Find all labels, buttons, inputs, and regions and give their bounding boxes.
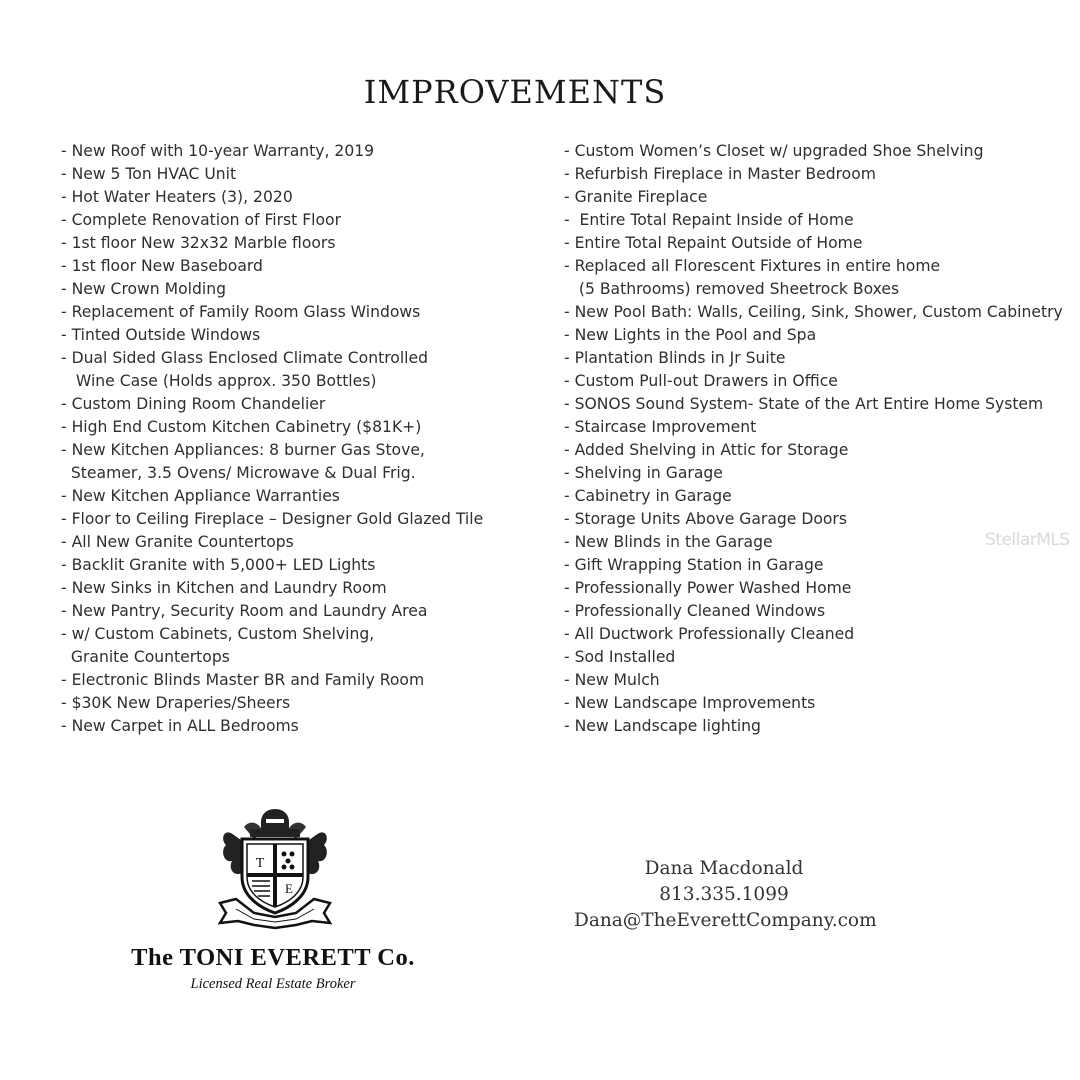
list-item: - Plantation Blinds in Jr Suite [564, 349, 786, 367]
contact-name: Dana Macdonald [644, 858, 804, 879]
crest-logo-icon [214, 805, 336, 930]
list-item: - Custom Pull-out Drawers in Office [564, 372, 838, 390]
list-item: - New Landscape Improvements [564, 694, 816, 712]
list-item: - Backlit Granite with 5,000+ LED Lights [61, 556, 376, 574]
list-item: - Entire Total Repaint Outside of Home [564, 234, 863, 252]
list-item: - Tinted Outside Windows [61, 326, 261, 344]
list-item: - 1st floor New 32x32 Marble floors [61, 234, 336, 252]
list-item: - New Roof with 10-year Warranty, 2019 [61, 142, 375, 160]
list-item: - Dual Sided Glass Enclosed Climate Controlled [61, 349, 428, 367]
list-item: - Granite Fireplace [564, 188, 708, 206]
list-item: - Electronic Blinds Master BR and Family Room [61, 671, 425, 689]
list-item: - Entire Total Repaint Inside of Home [564, 211, 854, 229]
list-item: - Storage Units Above Garage Doors [564, 510, 847, 528]
list-item: - Replacement of Family Room Glass Windows [61, 303, 421, 321]
list-item: - New Kitchen Appliance Warranties [61, 487, 340, 505]
list-item: - Professionally Power Washed Home [564, 579, 852, 597]
contact-email[interactable]: Dana@TheEverettCompany.com [574, 910, 877, 931]
list-item: - All Ductwork Professionally Cleaned [564, 625, 855, 643]
list-item: - Floor to Ceiling Fireplace – Designer Gold Glazed Tile [61, 510, 484, 528]
list-item: - New Sinks in Kitchen and Laundry Room [61, 579, 387, 597]
company-name: The TONI EVERETT Co. [131, 944, 415, 971]
contact-block [574, 856, 877, 934]
company-subtitle: Licensed Real Estate Broker [190, 976, 356, 992]
watermark: StellarMLS [985, 530, 1070, 550]
list-item: - Added Shelving in Attic for Storage [564, 441, 849, 459]
list-item: - Sod Installed [564, 648, 676, 666]
list-item: - Shelving in Garage [564, 464, 723, 482]
list-item: - New Mulch [564, 671, 660, 689]
list-item: - SONOS Sound System- State of the Art Entire Home System [564, 395, 1044, 413]
list-item: Steamer, 3.5 Ovens/ Microwave & Dual Frig. [61, 464, 416, 482]
list-item: - Replaced all Florescent Fixtures in entire home [564, 257, 941, 275]
contact-phone: 813.335.1099 [659, 884, 789, 905]
list-item: - $30K New Draperies/Sheers [61, 694, 291, 712]
list-item: Wine Case (Holds approx. 350 Bottles) [61, 372, 377, 390]
list-item: - New 5 Ton HVAC Unit [61, 165, 237, 183]
list-item: - New Pantry, Security Room and Laundry Area [61, 602, 428, 620]
list-item: - All New Granite Countertops [61, 533, 294, 551]
list-item: - New Carpet in ALL Bedrooms [61, 717, 299, 735]
list-item: - w/ Custom Cabinets, Custom Shelving, [61, 625, 375, 643]
list-item: - Professionally Cleaned Windows [564, 602, 826, 620]
list-item: - New Kitchen Appliances: 8 burner Gas Stove, [61, 441, 425, 459]
list-item: Granite Countertops [61, 648, 230, 666]
list-item: - Complete Renovation of First Floor [61, 211, 342, 229]
svg-text:T: T [255, 856, 265, 871]
improvements-list-right [564, 140, 1063, 738]
list-item: - New Landscape lighting [564, 717, 761, 735]
list-item: - Cabinetry in Garage [564, 487, 732, 505]
svg-text:E: E [285, 881, 293, 896]
list-item: - Custom Dining Room Chandelier [61, 395, 326, 413]
list-item: - 1st floor New Baseboard [61, 257, 263, 275]
list-item: - New Blinds in the Garage [564, 533, 773, 551]
list-item: - New Crown Molding [61, 280, 226, 298]
improvements-list-left [61, 140, 541, 738]
list-item: - New Lights in the Pool and Spa [564, 326, 817, 344]
page-title: IMPROVEMENTS [363, 73, 667, 112]
list-item: - High End Custom Kitchen Cabinetry ($81K+) [61, 418, 422, 436]
list-item: - Gift Wrapping Station in Garage [564, 556, 824, 574]
list-item: - New Pool Bath: Walls, Ceiling, Sink, Shower, Custom Cabinetry [564, 303, 1063, 321]
list-item: - Refurbish Fireplace in Master Bedroom [564, 165, 876, 183]
list-item: - Custom Women’s Closet w/ upgraded Shoe Shelving [564, 142, 984, 160]
list-item: - Hot Water Heaters (3), 2020 [61, 188, 293, 206]
list-item: (5 Bathrooms) removed Sheetrock Boxes [564, 280, 900, 298]
list-item: - Staircase Improvement [564, 418, 757, 436]
